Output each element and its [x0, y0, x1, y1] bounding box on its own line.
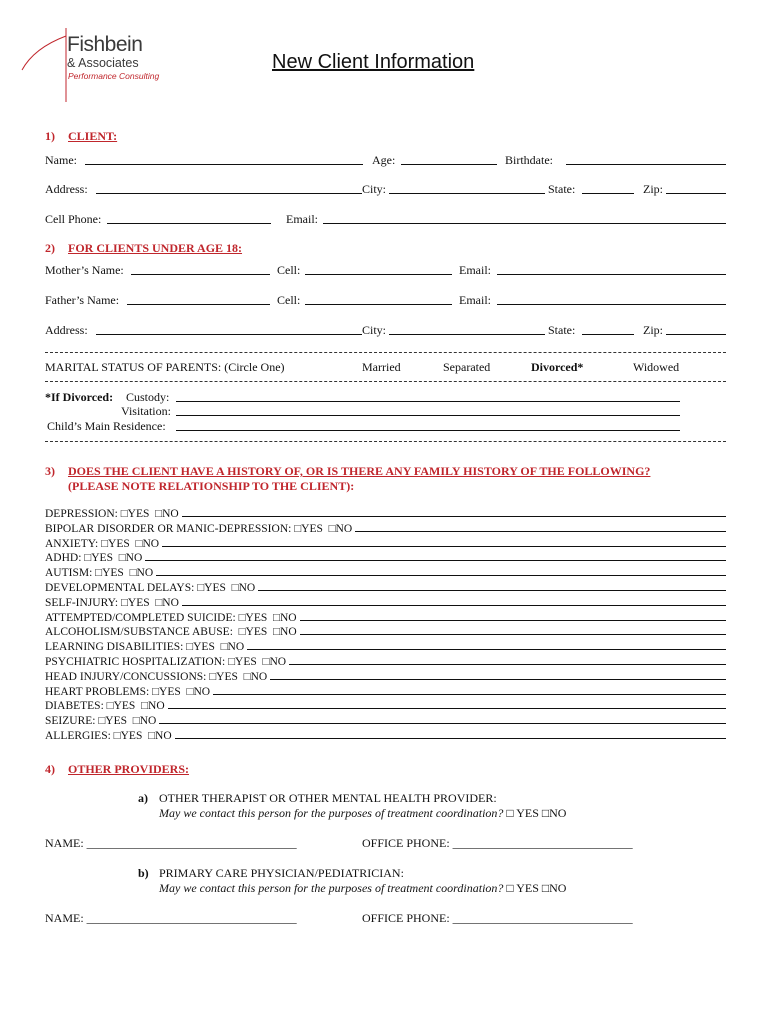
provider-a-label: a) — [138, 791, 148, 805]
condition-relationship-field[interactable] — [300, 626, 726, 635]
condition-label[interactable]: LEARNING DISABILITIES: □YES □NO — [45, 641, 245, 654]
provider-a-question-text: May we contact this person for the purposes of treatment coordination? — [159, 806, 504, 820]
condition-relationship-field[interactable] — [355, 523, 726, 532]
section-4-heading: OTHER PROVIDERS: — [68, 762, 190, 776]
provider-b-title: PRIMARY CARE PHYSICIAN/PEDIATRICIAN: — [159, 866, 404, 880]
provider-a-phone-field[interactable]: OFFICE PHONE: ______________________________ — [362, 836, 633, 850]
provider-b-question-text: May we contact this person for the purposes of treatment coordination? — [159, 881, 504, 895]
mother-email-field[interactable] — [497, 274, 726, 275]
condition-relationship-field[interactable] — [182, 597, 726, 606]
city-field[interactable] — [389, 193, 545, 194]
condition-row — [45, 552, 726, 564]
section-2-heading: FOR CLIENTS UNDER AGE 18: — [68, 241, 243, 255]
condition-relationship-field[interactable] — [258, 582, 726, 591]
parent-city-label: City: — [362, 323, 387, 337]
provider-b-name-field[interactable]: NAME: ___________________________________ — [45, 911, 297, 925]
address-field[interactable] — [96, 193, 362, 194]
condition-relationship-field[interactable] — [162, 538, 726, 547]
condition-row — [45, 597, 726, 609]
condition-row — [45, 715, 726, 727]
cell-phone-field[interactable] — [107, 223, 271, 224]
section-3-number: 3) — [45, 464, 55, 478]
condition-label[interactable]: SELF-INJURY: □YES □NO — [45, 596, 179, 609]
state-field[interactable] — [582, 193, 634, 194]
marital-status-label: MARITAL STATUS OF PARENTS: (Circle One) — [45, 360, 285, 374]
condition-row — [45, 656, 726, 668]
condition-relationship-field[interactable] — [289, 656, 726, 665]
provider-a-name-field[interactable]: NAME: ___________________________________ — [45, 836, 297, 850]
divider — [45, 381, 726, 382]
cell-phone-label: Cell Phone: — [45, 212, 102, 226]
section-3-heading: DOES THE CLIENT HAVE A HISTORY OF, OR IS THERE ANY FAMILY HISTORY OF THE FOLLOWING? — [68, 464, 651, 478]
parent-address-label: Address: — [45, 323, 88, 337]
condition-label[interactable]: DIABETES: □YES □NO — [45, 700, 165, 713]
condition-relationship-field[interactable] — [159, 715, 726, 724]
parent-state-label: State: — [548, 323, 576, 337]
provider-b-label: b) — [138, 866, 149, 880]
provider-a-question — [159, 806, 566, 821]
marital-option-divorced[interactable]: Divorced* — [531, 360, 584, 374]
father-name-label: Father’s Name: — [45, 293, 120, 307]
zip-field[interactable] — [666, 193, 726, 194]
condition-label[interactable]: HEART PROBLEMS: □YES □NO — [45, 685, 211, 698]
email-label: Email: — [286, 212, 318, 226]
email-field[interactable] — [323, 223, 726, 224]
section-3-subheading: (PLEASE NOTE RELATIONSHIP TO THE CLIENT): — [68, 479, 355, 493]
provider-b-question — [159, 881, 566, 896]
parent-address-field[interactable] — [96, 334, 362, 335]
condition-label[interactable]: DEPRESSION: □YES □NO — [45, 508, 179, 520]
custody-label: Custody: — [126, 390, 170, 404]
parent-city-field[interactable] — [389, 334, 545, 335]
provider-a-title: OTHER THERAPIST OR OTHER MENTAL HEALTH PROVIDER: — [159, 791, 497, 805]
mother-name-field[interactable] — [131, 274, 270, 275]
provider-a-yes-no[interactable]: □ YES □NO — [503, 806, 567, 820]
visitation-field[interactable] — [176, 415, 680, 416]
section-2-number: 2) — [45, 241, 55, 255]
provider-b-phone-field[interactable]: OFFICE PHONE: ______________________________ — [362, 911, 633, 925]
provider-b-yes-no[interactable]: □ YES □NO — [503, 881, 567, 895]
condition-row — [45, 626, 726, 638]
condition-row — [45, 700, 726, 712]
condition-relationship-field[interactable] — [156, 567, 726, 576]
divider — [45, 441, 726, 442]
father-cell-label: Cell: — [277, 293, 301, 307]
logo-tagline: Performance Consulting — [68, 71, 160, 81]
condition-label[interactable]: BIPOLAR DISORDER OR MANIC-DEPRESSION: □YES □NO — [45, 522, 353, 535]
parent-zip-field[interactable] — [666, 334, 726, 335]
logo-mark — [20, 28, 70, 102]
condition-row — [45, 508, 726, 520]
mother-email-label: Email: — [459, 263, 491, 277]
section-4-number: 4) — [45, 762, 55, 776]
condition-row — [45, 538, 726, 550]
age-label: Age: — [372, 153, 396, 167]
condition-row — [45, 582, 726, 594]
condition-label[interactable]: ALCOHOLISM/SUBSTANCE ABUSE: □YES □NO — [45, 626, 297, 639]
condition-relationship-field[interactable] — [213, 686, 726, 695]
father-email-field[interactable] — [497, 304, 726, 305]
logo-name: Fishbein — [67, 33, 143, 56]
section-1-number: 1) — [45, 129, 55, 143]
condition-relationship-field[interactable] — [168, 700, 726, 709]
condition-row — [45, 612, 726, 624]
condition-relationship-field[interactable] — [182, 508, 726, 517]
parent-state-field[interactable] — [582, 334, 634, 335]
section-1-heading: CLIENT: — [68, 129, 118, 143]
condition-relationship-field[interactable] — [300, 612, 726, 621]
address-label: Address: — [45, 182, 88, 196]
mother-name-label: Mother’s Name: — [45, 263, 124, 277]
page-title: New Client Information — [272, 51, 475, 73]
condition-relationship-field[interactable] — [145, 552, 726, 561]
condition-label[interactable]: ADHD: □YES □NO — [45, 552, 143, 565]
marital-option-separated[interactable]: Separated — [443, 360, 491, 374]
mother-cell-label: Cell: — [277, 263, 301, 277]
condition-label[interactable]: HEAD INJURY/CONCUSSIONS: □YES □NO — [45, 670, 268, 683]
city-label: City: — [362, 182, 387, 196]
marital-option-widowed[interactable]: Widowed — [633, 360, 680, 374]
custody-field[interactable] — [176, 401, 680, 402]
birthdate-field[interactable] — [566, 164, 726, 165]
condition-relationship-field[interactable] — [270, 671, 726, 680]
father-cell-field[interactable] — [305, 304, 452, 305]
condition-label[interactable]: ANXIETY: □YES □NO — [45, 537, 160, 550]
parent-zip-label: Zip: — [643, 323, 663, 337]
main-residence-label: Child’s Main Residence: — [47, 419, 166, 433]
marital-option-married[interactable]: Married — [362, 360, 401, 374]
condition-label[interactable]: SEIZURE: □YES □NO — [45, 715, 157, 728]
condition-row — [45, 730, 726, 742]
visitation-label: Visitation: — [121, 404, 171, 418]
main-residence-field[interactable] — [176, 430, 680, 431]
logo-associates: & Associates — [67, 56, 139, 70]
divider — [45, 352, 726, 353]
state-label: State: — [548, 182, 576, 196]
name-label: Name: — [45, 153, 77, 167]
condition-label[interactable]: ALLERGIES: □YES □NO — [45, 730, 172, 742]
condition-label[interactable]: DEVELOPMENTAL DELAYS: □YES □NO — [45, 582, 256, 594]
condition-relationship-field[interactable] — [175, 730, 726, 739]
condition-row — [45, 671, 726, 683]
zip-label: Zip: — [643, 182, 663, 196]
mother-cell-field[interactable] — [305, 274, 452, 275]
father-name-field[interactable] — [127, 304, 270, 305]
condition-row — [45, 567, 726, 579]
condition-row — [45, 523, 726, 535]
name-field[interactable] — [85, 164, 363, 165]
condition-row — [45, 686, 726, 698]
condition-label[interactable]: PSYCHIATRIC HOSPITALIZATION: □YES □NO — [45, 656, 287, 668]
condition-row — [45, 641, 726, 653]
condition-relationship-field[interactable] — [247, 641, 726, 650]
condition-label[interactable]: AUTISM: □YES □NO — [45, 567, 154, 580]
condition-label[interactable]: ATTEMPTED/COMPLETED SUICIDE: □YES □NO — [45, 611, 297, 624]
if-divorced-label: *If Divorced: — [45, 390, 114, 404]
birthdate-label: Birthdate: — [505, 153, 553, 167]
age-field[interactable] — [401, 164, 497, 165]
father-email-label: Email: — [459, 293, 491, 307]
